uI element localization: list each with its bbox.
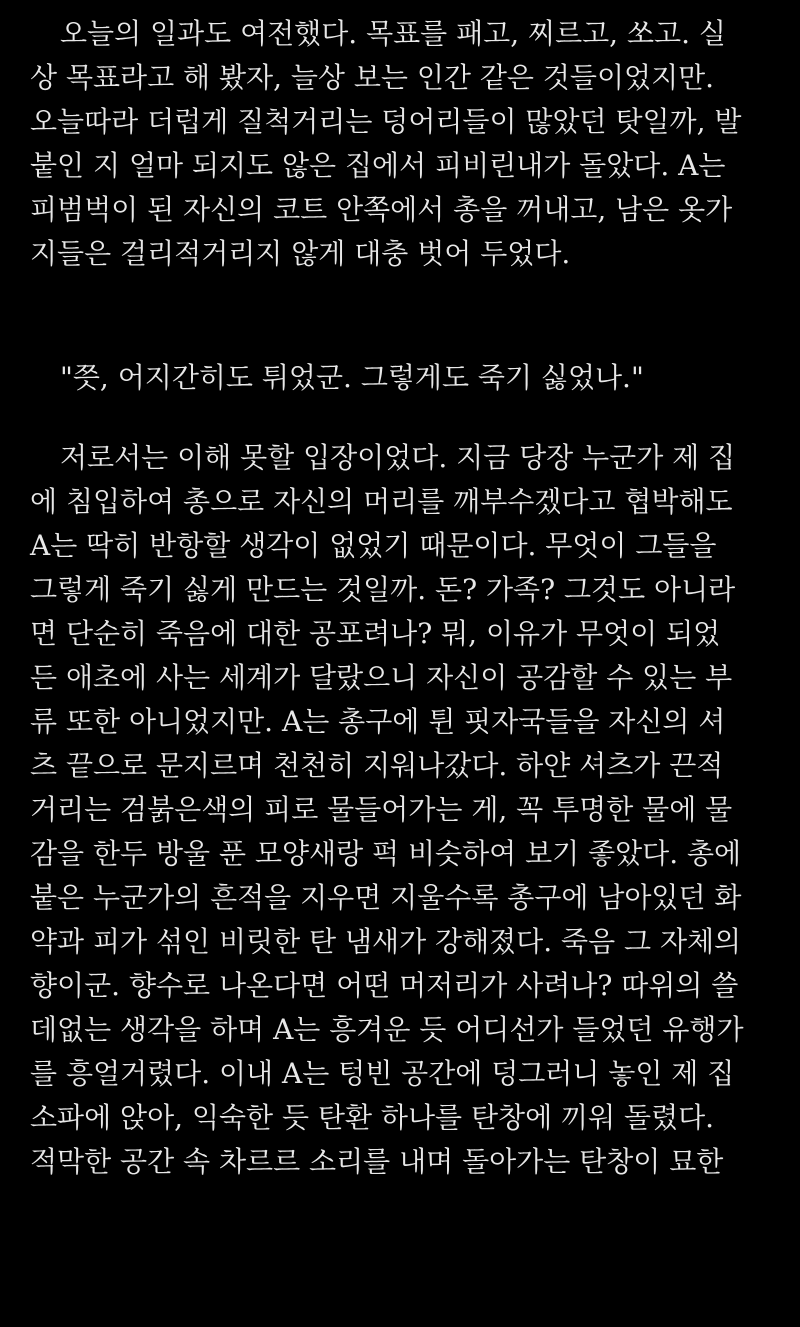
- text-line: 츠 끝으로 문지르며 천천히 지워나갔다. 하얀 셔츠가 끈적: [30, 749, 724, 782]
- paragraph-2: [30, 356, 780, 400]
- text-line: 를 흥얼거렸다. 이내 A는 텅빈 공간에 덩그러니 놓인 제 집: [30, 1057, 735, 1090]
- text-line: 류 또한 아니었지만. A는 총구에 튄 핏자국들을 자신의 셔: [30, 705, 726, 738]
- text-line: 적막한 공간 속 차르르 소리를 내며 돌아가는 탄창이 묘한: [30, 1145, 724, 1178]
- paragraph-1: [30, 12, 780, 276]
- text-line: 상 목표라고 해 봤자, 늘상 보는 인간 같은 것들이었지만.: [30, 61, 715, 94]
- text-line: 피범벅이 된 자신의 코트 안쪽에서 총을 꺼내고, 남은 옷가: [30, 193, 733, 226]
- text-line: 붙인 지 얼마 되지도 않은 집에서 피비린내가 돌았다. A는: [30, 149, 726, 182]
- dialogue-line: "쯧, 어지간히도 튀었군. 그렇게도 죽기 싫었나.": [60, 361, 644, 394]
- text-line: 오늘의 일과도 여전했다. 목표를 패고, 찌르고, 쏘고. 실: [60, 17, 726, 50]
- text-line: A는 딱히 반항할 생각이 없었기 때문이다. 무엇이 그들을: [30, 529, 717, 562]
- text-line: 저로서는 이해 못할 입장이었다. 지금 당장 누군가 제 집: [60, 441, 736, 474]
- text-line: [30, 1184, 780, 1228]
- paragraph-3: [30, 436, 780, 1272]
- text-line: 약과 피가 섞인 비릿한 탄 냄새가 강해졌다. 죽음 그 자체의: [30, 925, 742, 958]
- text-line: 오늘따라 더럽게 질척거리는 덩어리들이 많았던 탓일까, 발: [30, 105, 742, 138]
- text-line: 지들은 걸리적거리지 않게 대충 벗어 두었다.: [30, 237, 571, 270]
- text-line: 감을 한두 방울 푼 모양새랑 퍽 비슷하여 보기 좋았다. 총에: [30, 837, 742, 870]
- text-line: 소파에 앉아, 익숙한 듯 탄환 하나를 탄창에 끼워 돌렸다.: [30, 1101, 715, 1134]
- text-line: 그렇게 죽기 싫게 만드는 것일까. 돈? 가족? 그것도 아니라: [30, 573, 736, 606]
- text-line: 에 침입하여 총으로 자신의 머리를 깨부수겠다고 협박해도: [30, 485, 733, 518]
- text-line: 든 애초에 사는 세계가 달랐으니 자신이 공감할 수 있는 부: [30, 661, 733, 694]
- text-line: [30, 1228, 780, 1272]
- text-line: 거리는 검붉은색의 피로 물들어가는 게, 꼭 투명한 물에 물: [30, 793, 733, 826]
- text-line: 데없는 생각을 하며 A는 흥겨운 듯 어디선가 들었던 유행가: [30, 1013, 744, 1046]
- text-line: 면 단순히 죽음에 대한 공포려나? 뭐, 이유가 무엇이 되었: [30, 617, 721, 650]
- text-line: 향이군. 향수로 나온다면 어떤 머저리가 사려나? 따위의 쓸: [30, 969, 739, 1002]
- text-line: 붙은 누군가의 흔적을 지우면 지울수록 총구에 남아있던 화: [30, 881, 742, 914]
